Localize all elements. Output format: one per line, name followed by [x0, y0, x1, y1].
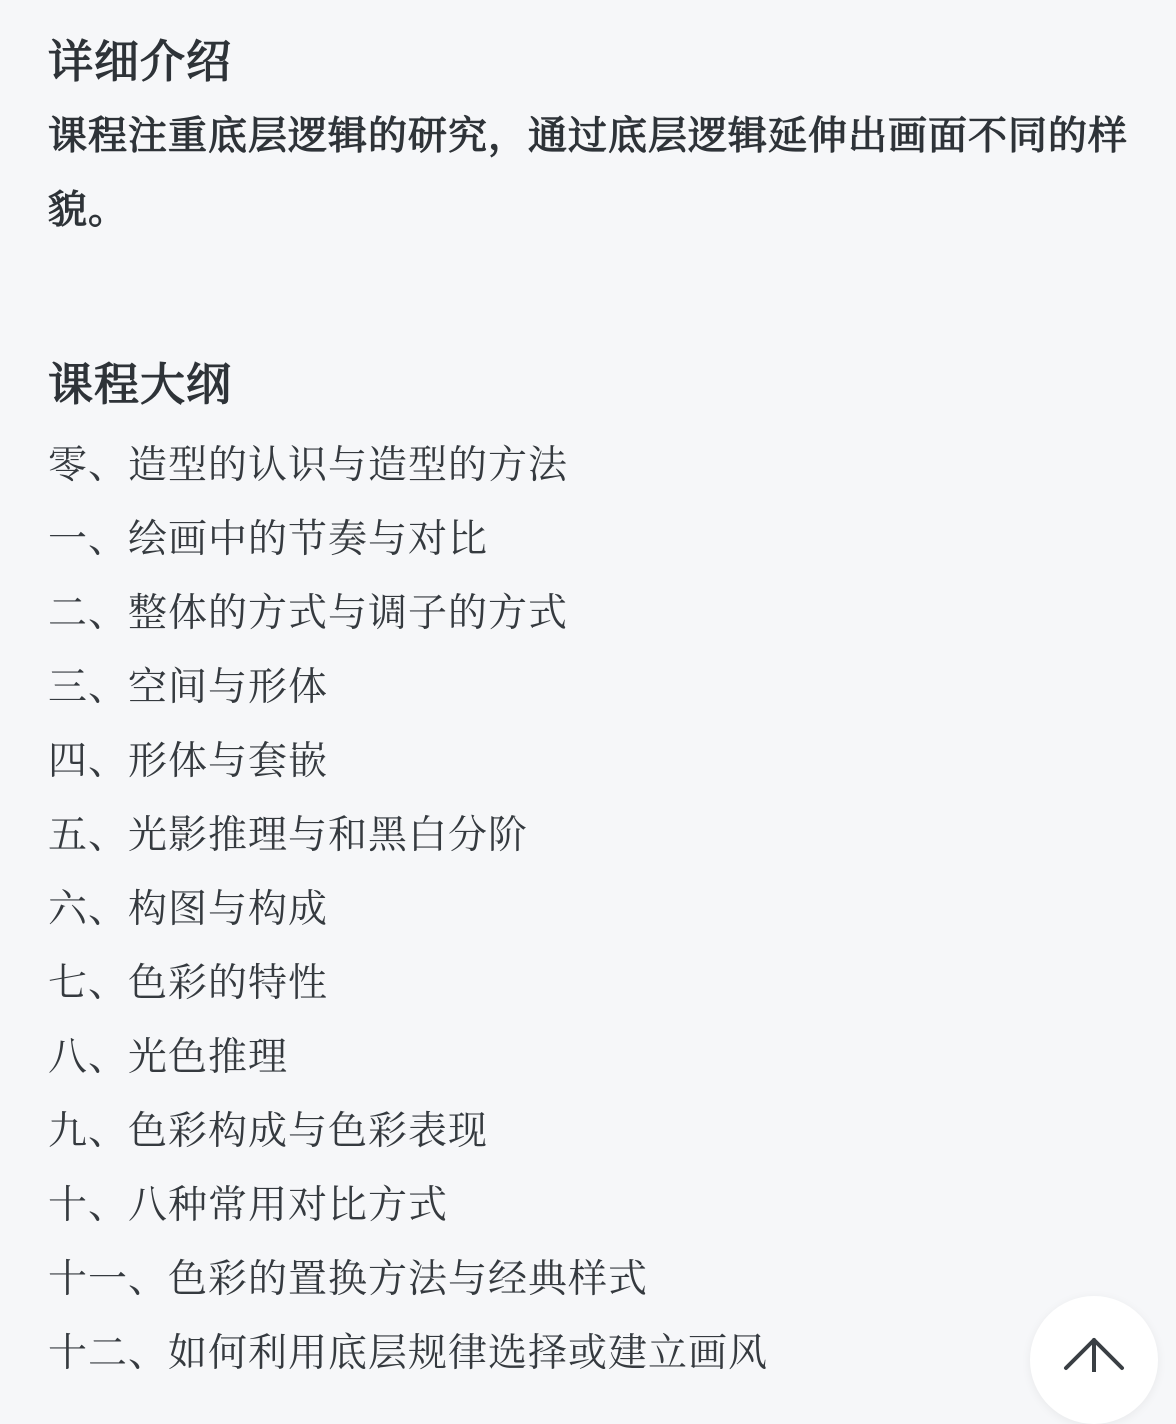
outline-item: 二、整体的方式与调子的方式: [48, 591, 569, 636]
outline-item: 三、空间与形体: [48, 665, 329, 710]
outline-item: 四、形体与套嵌: [48, 739, 329, 784]
outline-item: 十二、如何利用底层规律选择或建立画风: [48, 1331, 769, 1376]
outline-item: 九、色彩构成与色彩表现: [48, 1109, 489, 1154]
outline-list: [48, 429, 1128, 1391]
outline-item: 八、光色推理: [48, 1035, 289, 1080]
intro-section: [48, 30, 1128, 248]
outline-item: 五、光影推理与和黑白分阶: [48, 813, 529, 858]
outline-item: 十一、色彩的置换方法与经典样式: [48, 1257, 649, 1302]
intro-heading: 详细介绍: [48, 35, 233, 88]
outline-item: 七、色彩的特性: [48, 961, 329, 1006]
outline-heading: 课程大纲: [48, 358, 233, 411]
outline-item: 六、构图与构成: [48, 887, 329, 932]
outline-section: [48, 353, 1128, 1391]
outline-item: 一、绘画中的节奏与对比: [48, 517, 489, 562]
back-to-top-button[interactable]: [1030, 1296, 1158, 1424]
outline-item: 十、八种常用对比方式: [48, 1183, 449, 1228]
course-detail-content: [48, 30, 1128, 1391]
outline-item: 零、造型的认识与造型的方法: [48, 443, 569, 488]
intro-paragraph: 课程注重底层逻辑的研究，通过底层逻辑延伸出画面不同的样貌。: [48, 114, 1129, 233]
chevron-up-icon: [1062, 1332, 1126, 1372]
